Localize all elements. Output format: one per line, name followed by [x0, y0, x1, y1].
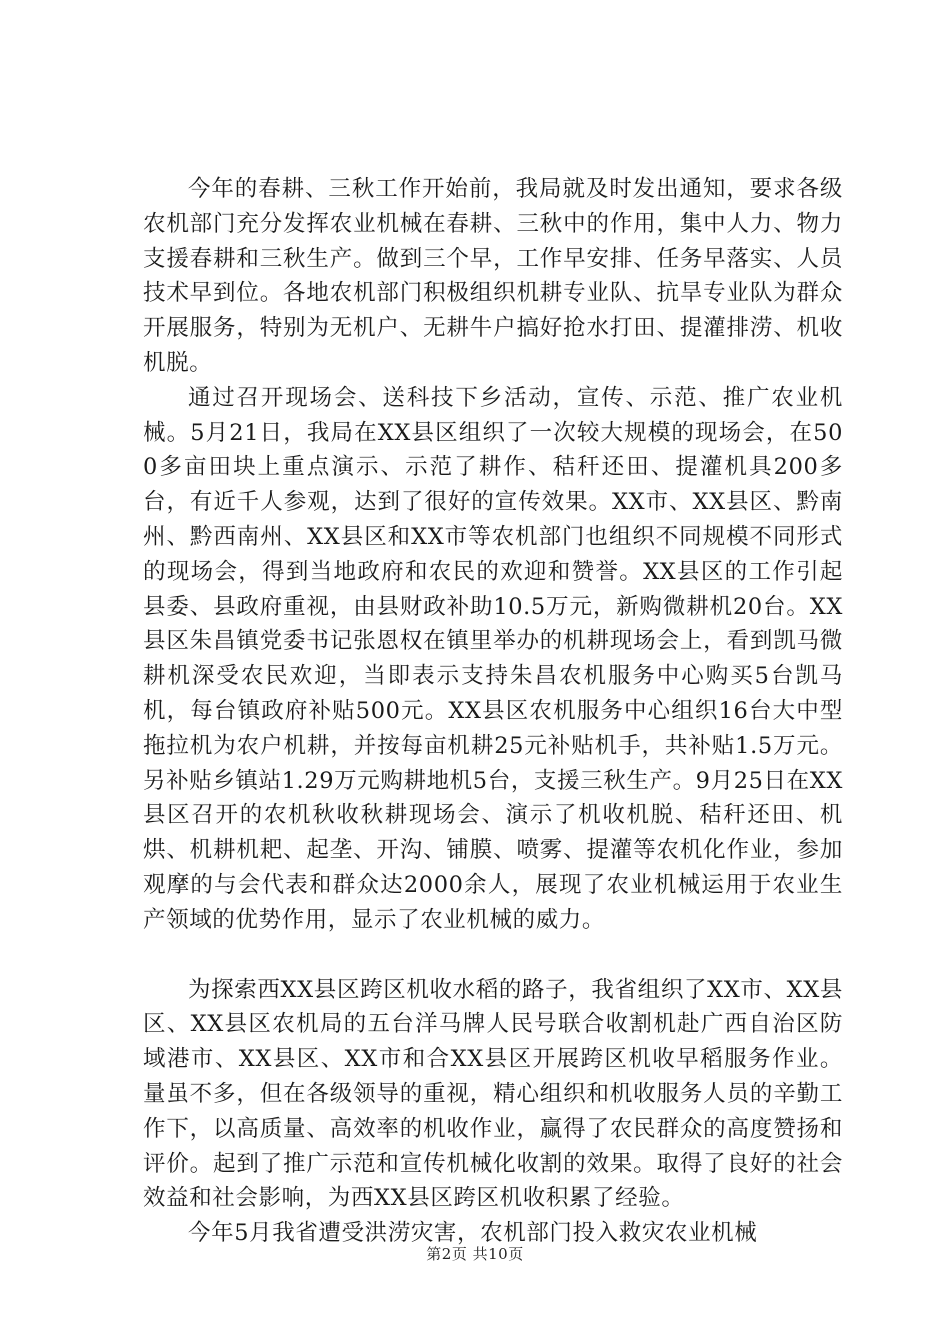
- paragraph-flood-relief: 今年5月我省遭受洪涝灾害，农机部门投入救灾农业机械: [188, 1220, 758, 1247]
- paragraph-field-demonstration: 通过召开现场会、送科技下乡活动，宣传、示范、推广农业机械。5月21日，我局在XX县区组织了一次较大规模的现场会，在500多亩田块上重点演示、示范了耕作、秸秆还田、提灌机具200多台，有近千人参观，达到了很好的宣传效果。XX市、XX县区、黔南州、黔西南州、XX县区和XX市等农机部门也组织不同规模不同形式的现场会，得到当地政府和农民的欢迎和赞誉。XX县区的工作引起县委、县政府重视，由县财政补助10.5万元，新购微耕机20台。XX县区朱昌镇党委书记张恩权在镇里举办的机耕现场会上，看到凯马微耕机深受农民欢迎，当即表示支持朱昌农机服务中心购买5台凯马机，每台镇政府补贴500元。XX县区农机服务中心组织16台大中型拖拉机为农户机耕，并按每亩机耕25元补贴机手，共补贴1.5万元。另补贴乡镇站1.29万元购耕地机5台，支援三秋生产。9月25日在XX县区召开的农机秋收秋耕现场会、演示了机收机脱、秸秆还田、机烘、机耕机耙、起垄、开沟、铺膜、喷雾、提灌等农机化作业，参加观摩的与会代表和群众达2000余人，展现了农业机械运用于农业生产领域的优势作用，显示了农业机械的威力。: [143, 384, 843, 933]
- page-number-footer: 第2页 共10页: [426, 1245, 524, 1263]
- document-body: [143, 172, 843, 1251]
- paragraph-spring-autumn-work: 今年的春耕、三秋工作开始前，我局就及时发出通知，要求各级农机部门充分发挥农业机械在春耕、三秋中的作用，集中人力、物力支援春耕和三秋生产。做到三个早，工作早安排、任务早落实、人员技术早到位。各地农机部门积极组织机耕专业队、抗旱专业队为群众开展服务，特别为无机户、无耕牛户搞好抢水打田、提灌排涝、机收机脱。: [143, 176, 843, 376]
- paragraph-cross-region-harvest: 为探索西XX县区跨区机收水稻的路子，我省组织了XX市、XX县区、XX县区农机局的五台洋马牌人民号联合收割机赴广西自治区防域港市、XX县区、XX市和合XX县区开展跨区机收早稻服务作业。量虽不多，但在各级领导的重视，精心组织和机收服务人员的辛勤工作下，以高质量、高效率的机收作业，赢得了农民群众的高度赞扬和评价。起到了推广示范和宣传机械化收割的效果。取得了良好的社会效益和社会影响，为西XX县区跨区机收积累了经验。: [143, 976, 843, 1212]
